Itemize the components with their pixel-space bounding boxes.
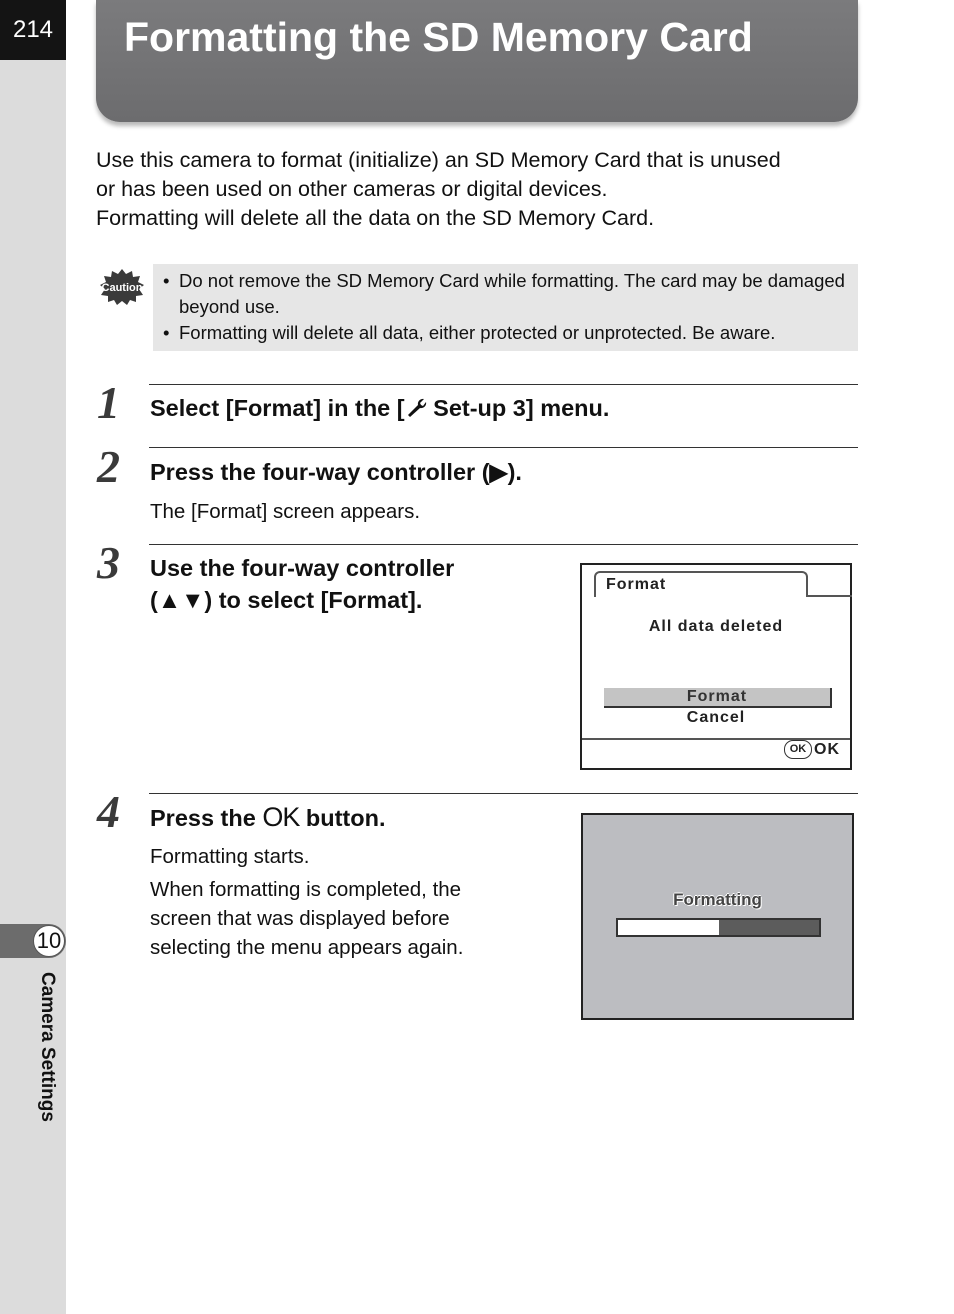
step-heading-text: Set-up 3] menu.	[426, 395, 610, 421]
progress-fill	[618, 920, 719, 935]
divider	[582, 738, 850, 740]
step-heading-line: Use the four-way controller	[150, 555, 455, 581]
step-number: 4	[97, 786, 120, 837]
caution-icon-label: Caution	[101, 282, 143, 294]
step-heading-text: Press the	[150, 805, 263, 831]
ok-label: OK	[814, 741, 840, 758]
formatting-label: Formatting	[673, 890, 762, 909]
format-screen	[580, 563, 852, 770]
ok-badge-icon: OK	[784, 740, 812, 759]
wrench-icon	[405, 397, 427, 419]
caution-item: • Do not remove the SD Memory Card while formatting. The card may be damaged beyond use.	[163, 268, 846, 320]
caution-icon	[99, 268, 145, 306]
step-body: When formatting is completed, the screen that was displayed before selecting the menu appears again.	[150, 878, 464, 959]
caution-item: • Formatting will delete all data, either protected or unprotected. Be aware.	[163, 320, 846, 346]
chapter-title: Camera Settings	[37, 972, 58, 1122]
caution-text: Do not remove the SD Memory Card while formatting. The card may be damaged beyond use.	[179, 270, 845, 317]
step-heading: Press the four-way controller (▶).	[150, 459, 522, 485]
step-divider	[149, 544, 858, 545]
caution-box	[153, 264, 858, 351]
step-body: The [Format] screen appears.	[150, 500, 421, 523]
format-message: All data deleted	[648, 618, 784, 635]
ok-button-icon: OK	[262, 802, 300, 832]
format-screen-tab-label: Format	[606, 576, 667, 593]
chapter-number: 10	[33, 925, 65, 957]
step-divider	[149, 447, 858, 448]
step-number: 3	[97, 537, 120, 588]
intro-line: Formatting will delete all the data on the SD Memory Card.	[96, 206, 655, 230]
step-heading	[150, 392, 609, 424]
format-screen-tab	[594, 571, 808, 597]
page-title: Formatting the SD Memory Card	[124, 14, 753, 60]
step-divider	[149, 793, 858, 794]
step-heading-text: button.	[299, 805, 386, 831]
divider	[808, 595, 852, 597]
step-divider	[149, 384, 858, 385]
intro-line: Use this camera to format (initialize) an SD Memory Card that is unused	[96, 148, 781, 172]
step-number: 2	[97, 441, 120, 492]
step-heading	[150, 552, 454, 616]
page-number: 214	[0, 0, 66, 60]
step-number: 1	[97, 377, 120, 428]
step-body: Formatting starts.	[150, 845, 310, 868]
formatting-screen	[581, 813, 854, 1020]
caution-text: Formatting will delete all data, either protected or unprotected. Be aware.	[179, 322, 776, 343]
progress-bar	[616, 918, 821, 937]
step-heading	[150, 801, 386, 834]
step-heading-text: Select [Format] in the [	[150, 395, 405, 421]
format-option-selected[interactable]: Format	[604, 688, 832, 708]
intro-line: or has been used on other cameras or digital devices.	[96, 177, 608, 201]
intro-paragraph	[96, 146, 866, 233]
step-heading-line: (▲▼) to select [Format].	[150, 587, 423, 613]
cancel-option[interactable]: Cancel	[686, 709, 746, 726]
